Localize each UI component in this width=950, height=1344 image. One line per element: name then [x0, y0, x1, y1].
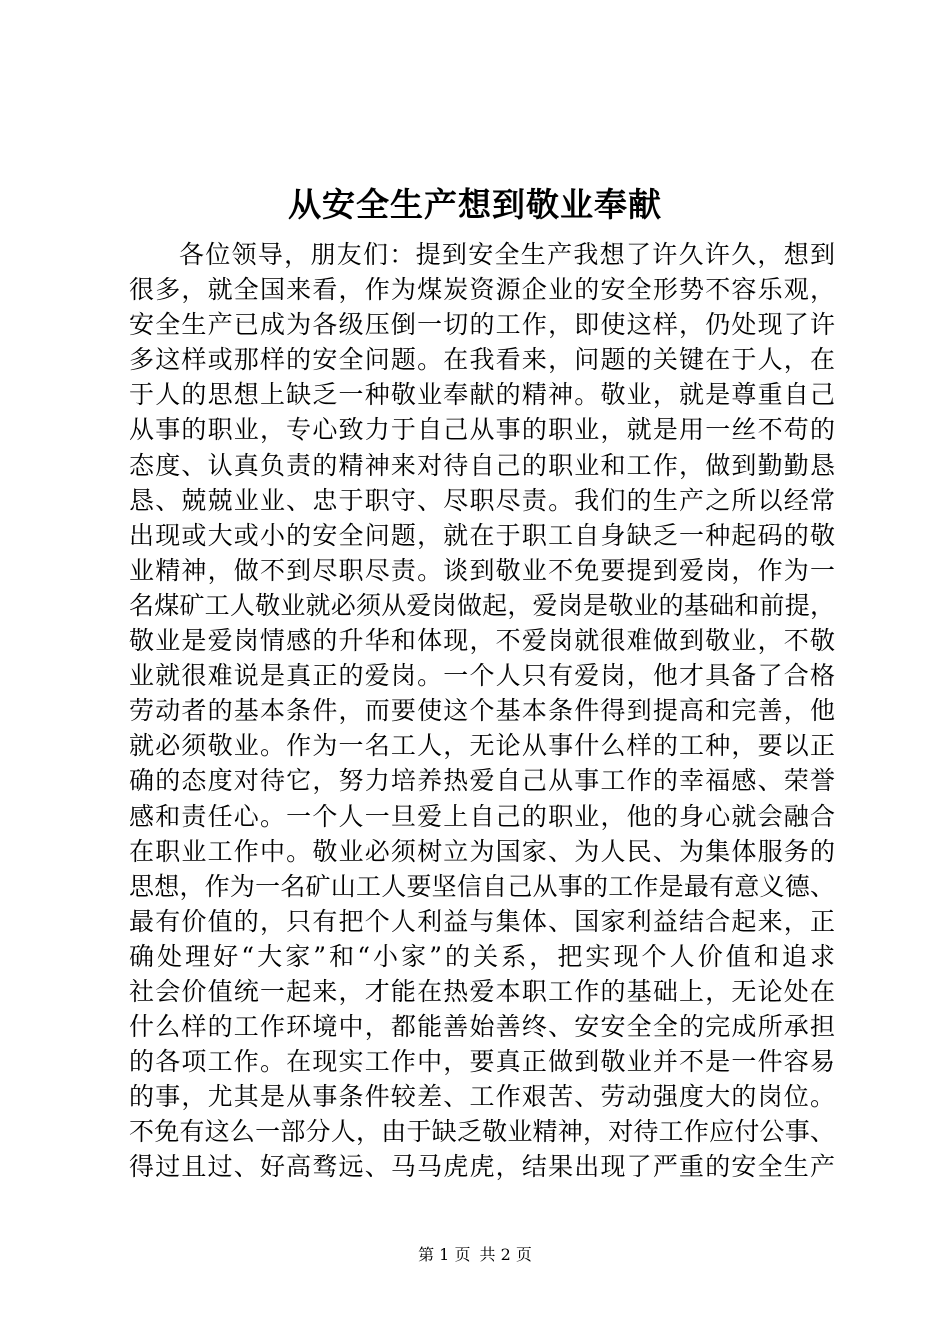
body-line	[129, 1185, 835, 1187]
body-line: 从事的职业，专心致力于自己从事的职业，就是用一丝不苟的	[129, 415, 835, 445]
body-line: 名煤矿工人敬业就必须从爱岗做起，爱岗是敬业的基础和前提，	[129, 590, 835, 620]
body-line: 感和责任心。一个人一旦爱上自己的职业，他的身心就会融合	[129, 801, 835, 831]
body-line: 业精神，做不到尽职尽责。谈到敬业不免要提到爱岗，作为一	[129, 555, 835, 585]
body-line: 思想，作为一名矿山工人要坚信自己从事的工作是最有意义德、	[129, 871, 835, 901]
body-line: 多这样或那样的安全问题。在我看来，问题的关键在于人，在	[129, 345, 835, 375]
body-line: 在职业工作中。敬业必须树立为国家、为人民、为集体服务的	[129, 836, 835, 866]
body-line: 就必须敬业。作为一名工人，无论从事什么样的工种，要以正	[129, 731, 835, 761]
page-number: 第 1 页	[418, 1245, 471, 1264]
body-line: 业就很难说是真正的爱岗。一个人只有爱岗，他才具备了合格	[129, 661, 835, 691]
body-line: 得过且过、好高骛远、马马虎虎，结果出现了严重的安全生产	[129, 1152, 835, 1182]
body-line: 确的态度对待它，努力培养热爱自己从事工作的幸福感、荣誉	[129, 766, 835, 796]
body-line: 的事，尤其是从事条件较差、工作艰苦、劳动强度大的岗位。	[129, 1082, 835, 1112]
body-line: 的各项工作。在现实工作中，要真正做到敬业并不是一件容易	[129, 1047, 835, 1077]
body-line: 于人的思想上缺乏一种敬业奉献的精神。敬业，就是尊重自己	[129, 380, 835, 410]
body-line: 确处理好“大家”和“小家”的关系，把实现个人价值和追求	[129, 941, 835, 971]
body-line: 最有价值的，只有把个人利益与集体、国家利益结合起来，正	[129, 906, 835, 936]
page-total: 共 2 页	[479, 1245, 532, 1264]
body-line: 安全生产已成为各级压倒一切的工作，即使这样，仍处现了许	[129, 310, 835, 340]
body-line: 恳、兢兢业业、忠于职守、尽职尽责。我们的生产之所以经常	[129, 485, 835, 515]
body-line: 劳动者的基本条件，而要使这个基本条件得到提高和完善，他	[129, 696, 835, 726]
document-title: 从安全生产想到敬业奉献	[288, 185, 662, 224]
body-line: 很多，就全国来看，作为煤炭资源企业的安全形势不容乐观，	[129, 275, 835, 305]
body-line: 不免有这么一部分人，由于缺乏敬业精神，对待工作应付公事、	[129, 1117, 835, 1147]
body-line: 什么样的工作环境中，都能善始善终、安安全全的完成所承担	[129, 1012, 835, 1042]
body-line: 敬业是爱岗情感的升华和体现，不爱岗就很难做到敬业，不敬	[129, 626, 835, 656]
body-line: 出现或大或小的安全问题，就在于职工自身缺乏一种起码的敬	[129, 520, 835, 550]
body-line: 各位领导，朋友们：提到安全生产我想了许久许久，想到	[179, 240, 835, 269]
page-footer	[0, 1244, 950, 1266]
body-line: 社会价值统一起来，才能在热爱本职工作的基础上，无论处在	[129, 976, 835, 1006]
document-body	[129, 237, 835, 1187]
body-line: 态度、认真负责的精神来对待自己的职业和工作，做到勤勤恳	[129, 450, 835, 480]
